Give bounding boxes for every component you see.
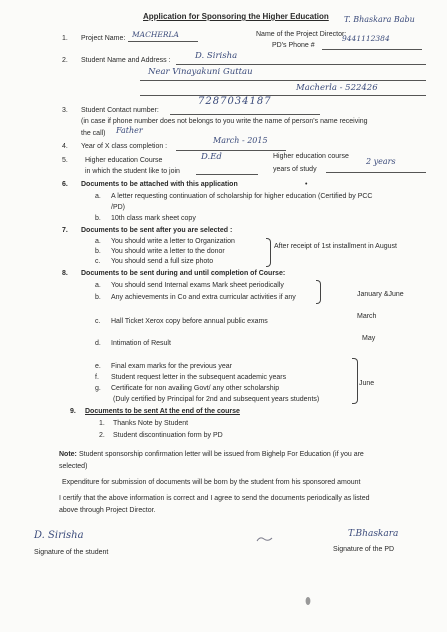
binding-mark-icon <box>305 596 311 606</box>
list-marker: 2. <box>99 432 105 439</box>
scribble-mark <box>256 535 274 543</box>
underline <box>326 172 426 173</box>
underline <box>196 174 258 175</box>
item-number: 2. <box>62 57 68 64</box>
list-item: A letter requesting continuation of scholarship for higher education (Certified by PCC <box>111 193 373 200</box>
list-marker: e. <box>95 363 101 370</box>
list-marker: c. <box>95 258 101 265</box>
pd-phone-label: PD's Phone # <box>272 42 315 49</box>
list-marker: a. <box>95 282 101 289</box>
list-item: You should send a full size photo <box>111 258 214 265</box>
list-item: You should write a letter to Organization <box>111 238 235 245</box>
section-7-timing: After receipt of 1st installment in August <box>274 243 397 250</box>
contact-note-cont: the call) <box>81 130 106 137</box>
section-8-title: Documents to be sent during and until completion of Course: <box>81 270 286 277</box>
pd-phone-value: 9441112384 <box>342 34 390 43</box>
project-name-value: MACHERLA <box>132 30 179 39</box>
list-item-cont: (Duly certified by Principal for 2nd and subsequent years students) <box>113 396 320 403</box>
list-item: Thanks Note by Student <box>113 420 189 427</box>
expenditure-text: Expenditure for submission of documents will be born by the student from his sponsored amount <box>62 479 361 486</box>
contact-note: (in case if phone number does not belongs to you write the name of person's name receiving <box>81 118 368 125</box>
list-marker: 1. <box>99 420 105 427</box>
list-marker: d. <box>95 340 101 347</box>
project-name-label: Project Name: <box>81 35 126 42</box>
item-number: 1. <box>62 35 68 42</box>
note-prefix: Note: <box>59 451 77 458</box>
list-marker: b. <box>95 215 101 222</box>
note-text-cont: selected) <box>59 463 88 470</box>
list-item: You should send Internal exams Mark sheet periodically <box>111 282 284 289</box>
course-label: Higher education Course <box>85 157 163 164</box>
contact-number-value: 7287034187 <box>198 96 272 107</box>
list-item: Student discontinuation form by PD <box>113 432 223 439</box>
course-years-label-cont: years of study <box>273 166 317 173</box>
list-marker: f. <box>95 374 99 381</box>
student-name-value: D. Sirisha <box>195 51 238 61</box>
list-marker: b. <box>95 294 101 301</box>
list-item: 10th class mark sheet copy <box>111 215 196 222</box>
section-8-ab-timing: January &June <box>357 291 404 298</box>
item-number: 4. <box>62 143 68 150</box>
student-name-label: Student Name and Address : <box>81 57 171 64</box>
item-number: 6. <box>62 181 68 188</box>
section-8-c-timing: March <box>357 313 377 320</box>
list-marker: c. <box>95 318 101 325</box>
note-text: Student sponsorship confirmation letter will be issued from Bighelp For Education (if you are <box>79 451 364 458</box>
list-item: /PD) <box>111 204 125 211</box>
student-address-line2: Macherla - 522426 <box>296 83 378 93</box>
contact-person-value: Father <box>116 126 143 135</box>
course-years-value: 2 years <box>366 157 396 166</box>
underline <box>170 114 320 115</box>
item-number: 3. <box>62 107 68 114</box>
underline <box>140 80 426 81</box>
underline <box>322 49 422 50</box>
list-item: Final exam marks for the previous year <box>111 363 232 370</box>
section-7-title: Documents to be sent after you are selected : <box>81 227 233 234</box>
section-8-d-timing: May <box>362 335 376 342</box>
brace <box>266 238 271 267</box>
contact-number-label: Student Contact number: <box>81 107 159 114</box>
list-marker: a. <box>95 193 101 200</box>
list-item: You should write a letter to the donor <box>111 248 225 255</box>
list-item: Certificate for non availing Govt/ any other scholarship <box>111 385 280 392</box>
underline <box>176 150 286 151</box>
pd-signature-label: Signature of the PD <box>333 546 395 553</box>
brace <box>316 280 321 304</box>
section-8-efg-timing: June <box>359 380 375 387</box>
item-number: 7. <box>62 227 68 234</box>
section-9-title: Documents to be sent At the end of the course <box>85 408 240 415</box>
underline <box>176 64 426 65</box>
director-label: Name of the Project Director: <box>256 31 347 38</box>
xclass-value: March - 2015 <box>213 136 268 145</box>
course-label-cont: in which the student like to join <box>85 168 180 175</box>
director-value: T. Bhaskara Babu <box>344 15 415 24</box>
list-item: Intimation of Result <box>111 340 171 347</box>
certification-text: I certify that the above information is correct and I agree to send the documents periodically as listed <box>59 495 370 502</box>
list-marker: a. <box>95 238 101 245</box>
certification-text-cont: above through Project Director. <box>59 507 156 514</box>
xclass-label: Year of X class completion : <box>81 143 168 150</box>
underline <box>140 95 426 96</box>
course-value: D.Ed <box>201 152 222 162</box>
section-6-title: Documents to be attached with this application <box>81 181 238 188</box>
form-title: Application for Sponsoring the Higher Education <box>143 12 329 21</box>
pd-signature: T.Bhaskara <box>348 529 399 539</box>
list-item: Student request letter in the subsequent academic years <box>111 374 287 381</box>
item-number: 5. <box>62 157 68 164</box>
item-number: 8. <box>62 270 68 277</box>
list-item: Any achievements in Co and extra curricular activities if any <box>111 294 296 301</box>
list-item: Hall Ticket Xerox copy before annual public exams <box>111 318 268 325</box>
list-marker: g. <box>95 385 101 392</box>
underline <box>128 41 198 42</box>
student-signature: D. Sirisha <box>34 530 84 541</box>
item-number: 9. <box>70 408 76 415</box>
brace <box>352 358 358 404</box>
student-address-line1: Near Vinayakuni Guttau <box>148 67 253 77</box>
student-signature-label: Signature of the student <box>34 549 109 556</box>
mark-dot: • <box>305 181 308 188</box>
list-marker: b. <box>95 248 101 255</box>
course-years-label: Higher education course <box>273 153 349 160</box>
